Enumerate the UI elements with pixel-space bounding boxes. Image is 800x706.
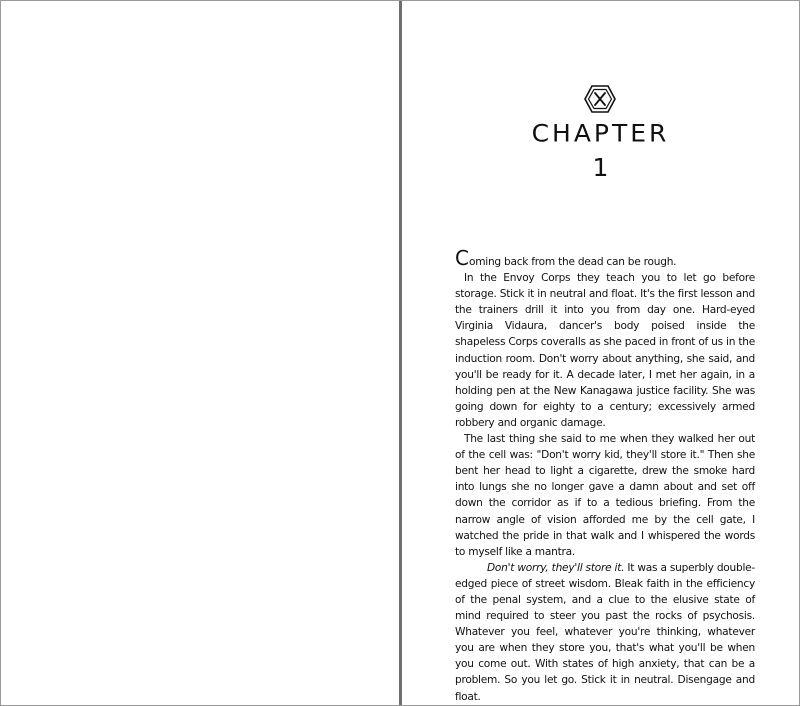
paragraph-4-text: It was a superbly double-edged piece of street wisdom. Bleak faith in the efficiency of the penal system, and a clue to the elusive state of mind required to steer you past the rocks of psychosis. Whatever you feel, whatever you're thinking, whatever you are when they store you, that's what you'll be when you come out. With states of high anxiety, that can be a problem. So you let go. Stick it in neutral. Disengage and float.	[455, 561, 755, 703]
hexagon-x-icon	[584, 85, 616, 113]
chapter-body-text	[455, 246, 755, 705]
drop-cap: C	[455, 246, 469, 270]
chapter-number: 1	[592, 153, 609, 182]
chapter-heading: CHAPTER	[531, 119, 670, 148]
paragraph-4	[455, 560, 755, 705]
paragraph-4-italic: Don't worry, they'll store it.	[487, 561, 625, 574]
right-page	[402, 1, 799, 705]
paragraph-3: The last thing she said to me when they walked her out of the cell was: "Don't worry kid, they'll store it." Then she bent her head to light a cigarette, drew the smoke hard into lungs she no longer gave a damn about and set off down the corridor as if to a tedious briefing. From the narrow angle of vision afforded me by the cell gate, I watched the pride in that walk and I whispered the words to myself like a mantra.	[455, 433, 755, 558]
paragraph-1-text: oming back from the dead can be rough.	[468, 256, 677, 268]
left-page-blank	[1, 1, 399, 705]
paragraph-1	[455, 246, 755, 270]
paragraph-2: In the Envoy Corps they teach you to let go before storage. Stick it in neutral and float. It's the first lesson and the trainers drill it into you from day one. Hard-eyed Virginia Vidaura, dancer's body poised inside the shapeless Corps coveralls as she paced in front of us in the induction room. Don't worry about anything, she said, and you'll be ready for it. A decade later, I met her again, in a holding pen at the New Kanagawa justice facility. She was going down for eighty to a century; excessively armed robbery and organic damage.	[455, 272, 755, 429]
